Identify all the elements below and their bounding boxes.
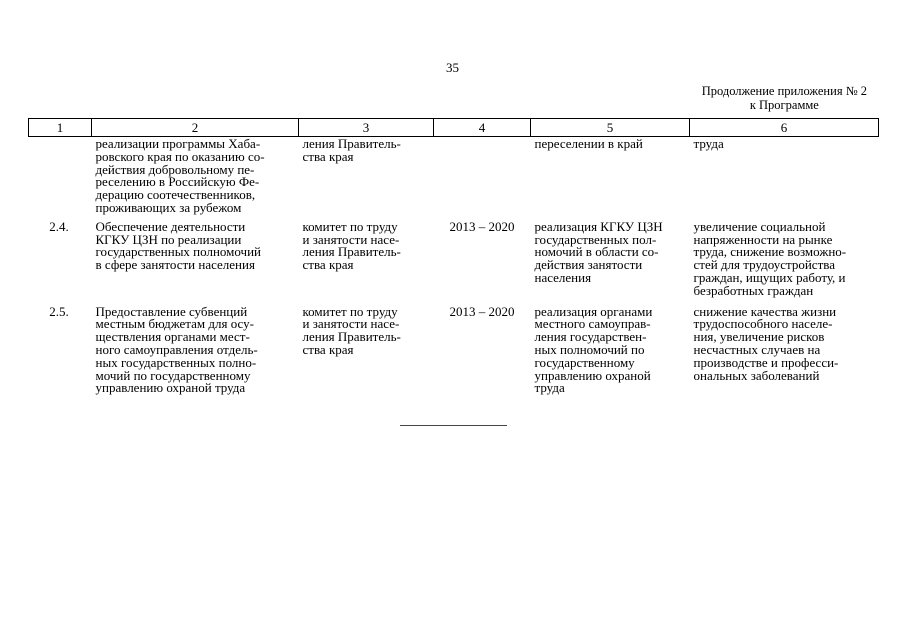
period-cell: 2013 – 2020 xyxy=(449,218,515,234)
header-cell: 6 xyxy=(690,119,879,137)
text-line: реализация органами xyxy=(534,303,653,319)
consequence-cell xyxy=(690,303,879,404)
text-line: граждан, ищущих работу, и xyxy=(693,269,846,285)
text-line: в сфере занятости населения xyxy=(95,257,255,273)
text-line: действия занятости xyxy=(534,257,643,273)
text-line: населения xyxy=(534,269,592,285)
text-line: управлению охраной xyxy=(534,367,651,383)
text-line: производстве и професси- xyxy=(693,354,839,370)
text-line: и занятости насе- xyxy=(302,231,400,247)
header-cell: 2 xyxy=(92,119,299,137)
table-row xyxy=(29,137,879,221)
continuation-note xyxy=(702,84,867,112)
text-line: управлению охраной труда xyxy=(95,380,246,396)
text-line: КГКУ ЦЗН по реализации xyxy=(95,231,242,247)
text-line: номочий в области со- xyxy=(534,244,659,260)
text-line: ства края xyxy=(302,257,354,273)
row-number xyxy=(29,137,92,221)
text-line: государственному xyxy=(534,354,635,370)
text-line: снижение качества жизни xyxy=(693,303,837,319)
text-line: напряженности на рынке xyxy=(693,231,833,247)
text-line: ных государственных полно- xyxy=(95,354,257,370)
text-line: ного самоуправления отдель- xyxy=(95,341,258,357)
row-number: 2.4. xyxy=(49,218,69,234)
text-line: ства края xyxy=(302,341,354,357)
executor-cell xyxy=(299,137,434,221)
measure-cell xyxy=(92,218,299,306)
result-cell xyxy=(531,218,690,306)
row-number: 2.5. xyxy=(49,303,69,319)
text-line: ональных заболеваний xyxy=(693,367,820,383)
text-line: труда, снижение возможно- xyxy=(693,244,847,260)
result-cell xyxy=(531,303,690,404)
text-line: Обеспечение деятельности xyxy=(95,218,246,234)
text-line: Предоставление субвенций xyxy=(95,303,248,319)
executor-cell xyxy=(299,218,434,306)
text-line: стей для трудоустройства xyxy=(693,257,835,273)
header-cell: 3 xyxy=(299,119,434,137)
text-line: труда xyxy=(534,380,565,396)
text-line: комитет по труду xyxy=(302,303,398,319)
text-line: действия добровольному пе- xyxy=(95,161,255,177)
text-line: ществления органами мест- xyxy=(95,329,250,345)
text-line: труда xyxy=(693,136,724,151)
text-line: ровского края по оказанию со- xyxy=(95,148,265,164)
text-line: дерацию соотечественников, xyxy=(95,187,256,203)
period-cell xyxy=(434,137,531,221)
text-line: ных полномочий по xyxy=(534,341,645,357)
text-line: ния, увеличение рисков xyxy=(693,329,825,345)
text-line: местным бюджетам для осу- xyxy=(95,316,254,332)
measures-table xyxy=(28,118,879,403)
text-line: проживающих за рубежом xyxy=(95,199,242,215)
text-line: увеличение социальной xyxy=(693,218,826,234)
text-line: безработных граждан xyxy=(693,282,814,298)
text-line: местного самоуправ- xyxy=(534,316,651,332)
table-row xyxy=(29,221,879,306)
text-line: реселению в Российскую Фе- xyxy=(95,174,260,190)
header-cell: 1 xyxy=(29,119,92,137)
text-line: ства края xyxy=(302,148,354,164)
header-cell: 4 xyxy=(434,119,531,137)
text-line: комитет по труду xyxy=(302,218,398,234)
text-line: государственных полномочий xyxy=(95,244,262,260)
consequence-cell xyxy=(690,137,879,221)
text-line: и занятости насе- xyxy=(302,316,400,332)
text-line: ления Правитель- xyxy=(302,244,401,260)
measure-cell xyxy=(92,303,299,404)
text-line: государственных пол- xyxy=(534,231,657,247)
text-line: ления Правитель- xyxy=(302,329,401,345)
text-line: трудоспособного населе- xyxy=(693,316,833,332)
text-line: ления государствен- xyxy=(534,329,647,345)
consequence-cell xyxy=(690,218,879,306)
table-row xyxy=(29,306,879,404)
continuation-line-2: к Программе xyxy=(749,98,819,112)
text-line: несчастных случаев на xyxy=(693,341,821,357)
continuation-line-1: Продолжение приложения № 2 xyxy=(701,84,867,98)
page-number: 35 xyxy=(446,60,459,75)
table-header-row xyxy=(29,119,879,137)
text-line: ления Правитель- xyxy=(302,136,401,151)
result-cell xyxy=(531,137,690,221)
header-cell: 5 xyxy=(531,119,690,137)
text-line: реализации программы Хаба- xyxy=(95,136,261,151)
measure-cell xyxy=(92,137,299,221)
end-divider xyxy=(400,425,507,426)
text-line: переселении в край xyxy=(534,136,643,151)
text-line: реализация КГКУ ЦЗН xyxy=(534,218,663,234)
text-line: мочий по государственному xyxy=(95,367,251,383)
executor-cell xyxy=(299,303,434,404)
period-cell: 2013 – 2020 xyxy=(449,303,515,319)
